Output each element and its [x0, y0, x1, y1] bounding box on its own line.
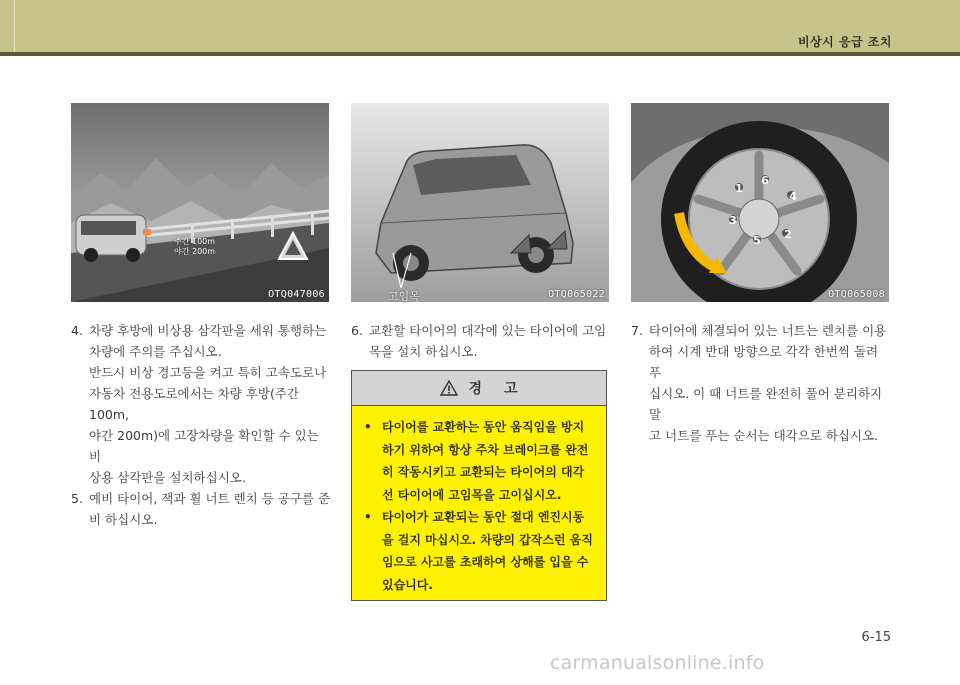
step-text — [649, 320, 893, 446]
warning-title-bar — [352, 371, 606, 406]
step-line: 하여 시계 반대 방향으로 각각 한번씩 돌려 푸 — [649, 344, 879, 380]
warning-triangle-icon — [440, 380, 458, 396]
step-line: 상용 삼각판을 설치하십시오. — [89, 470, 246, 485]
warning-item-text — [382, 506, 593, 596]
lug-number-5: 5 — [753, 234, 761, 247]
lug-number-3: 3 — [729, 214, 737, 227]
photo-lug-nut-order — [631, 103, 889, 302]
road-scene-illustration — [71, 103, 329, 302]
image-code: OTQ047006 — [268, 289, 325, 300]
warning-line: 타이어를 교환하는 동안 움직임을 방지 — [382, 420, 585, 434]
photo-wheel-chock — [351, 103, 609, 302]
step-7 — [631, 320, 893, 446]
warning-title: 경고 — [468, 381, 540, 397]
image-code: OTQ065008 — [828, 289, 885, 300]
warning-line: 임으로 사고를 초래하여 상해를 입을 수 — [382, 555, 589, 569]
warning-line: 을 걸지 마십시오. 차량의 갑작스런 움직 — [382, 532, 593, 547]
lug-number-1: 1 — [735, 182, 743, 195]
van-icon — [76, 215, 151, 262]
step-text — [89, 488, 333, 530]
section-title: 비상시 응급 조치 — [797, 35, 892, 49]
step-line: 타이어에 체결되어 있는 너트는 렌치를 이용 — [649, 323, 887, 338]
header-divider — [14, 0, 15, 52]
step-number: 4. — [71, 323, 83, 338]
watermark: carmanualsonline.info — [550, 652, 765, 674]
distance-sign — [174, 237, 215, 257]
bullet: • — [364, 420, 372, 434]
warning-item — [364, 506, 596, 596]
lug-number-2: 2 — [784, 228, 792, 241]
step-line: 반드시 비상 경고등을 켜고 특히 고속도로나 — [89, 365, 327, 380]
warning-line: 타이어가 교환되는 동안 절대 엔진시동 — [382, 510, 585, 524]
step-text — [369, 320, 613, 362]
header-rule — [0, 52, 960, 56]
step-5 — [71, 488, 333, 530]
image-code: OTQ065022 — [548, 289, 605, 300]
lug-number-4: 4 — [789, 190, 797, 203]
warning-list — [352, 416, 606, 596]
step-number: 6. — [351, 323, 363, 338]
step-number: 5. — [71, 491, 83, 506]
step-line: 자동차 전용도로에서는 차량 후방(주간 100m, — [89, 386, 299, 422]
lug-number-6: 6 — [761, 174, 769, 187]
warning-item — [364, 416, 596, 506]
step-line: 야간 200m)에 고장차량을 확인할 수 있는 비 — [89, 428, 319, 464]
warning-box — [351, 370, 607, 601]
step-line: 고 너트를 푸는 순서는 대각으로 하십시오. — [649, 428, 879, 443]
step-line: 차량에 주의를 주십시오. — [89, 344, 222, 359]
step-6 — [351, 320, 613, 362]
warning-line: 선 타이어에 고임목을 고이십시오. — [382, 487, 562, 502]
warning-item-text — [382, 416, 588, 506]
step-line: 십시오. 이 때 너트를 완전히 풀어 분리하지 말 — [649, 386, 883, 422]
minivan-icon — [376, 145, 573, 281]
warning-line: 있습니다. — [382, 577, 433, 592]
step-line: 목을 설치 하십시오. — [369, 344, 478, 359]
steps-column-1 — [71, 320, 333, 530]
warning-line: 하기 위하여 항상 주차 브레이크를 완전 — [382, 442, 589, 457]
step-text — [89, 320, 333, 488]
lug-nut-numbers — [631, 103, 889, 302]
wheel-chock-label: 고임목 — [388, 290, 420, 303]
photo-warning-triangle — [71, 103, 329, 302]
day-distance: 주간 100m — [174, 237, 216, 246]
page-number: 6-15 — [861, 630, 891, 645]
step-number: 7. — [631, 323, 643, 338]
warning-line: 히 작동시키고 교환되는 타이어의 대각 — [382, 465, 585, 479]
step-4 — [71, 320, 333, 488]
step-line: 차량 후방에 비상용 삼각판을 세워 통행하는 — [89, 323, 327, 338]
night-distance: 야간 200m — [174, 247, 216, 256]
step-line: 비 하십시오. — [89, 512, 158, 527]
minivan-illustration — [351, 103, 609, 302]
step-line: 예비 타이어, 잭과 휠 너트 렌치 등 공구를 준 — [89, 491, 331, 506]
steps-column-2 — [351, 320, 613, 362]
bullet: • — [364, 510, 372, 524]
steps-column-3 — [631, 320, 893, 446]
step-line: 교환할 타이어의 대각에 있는 타이어에 고임 — [369, 323, 607, 338]
